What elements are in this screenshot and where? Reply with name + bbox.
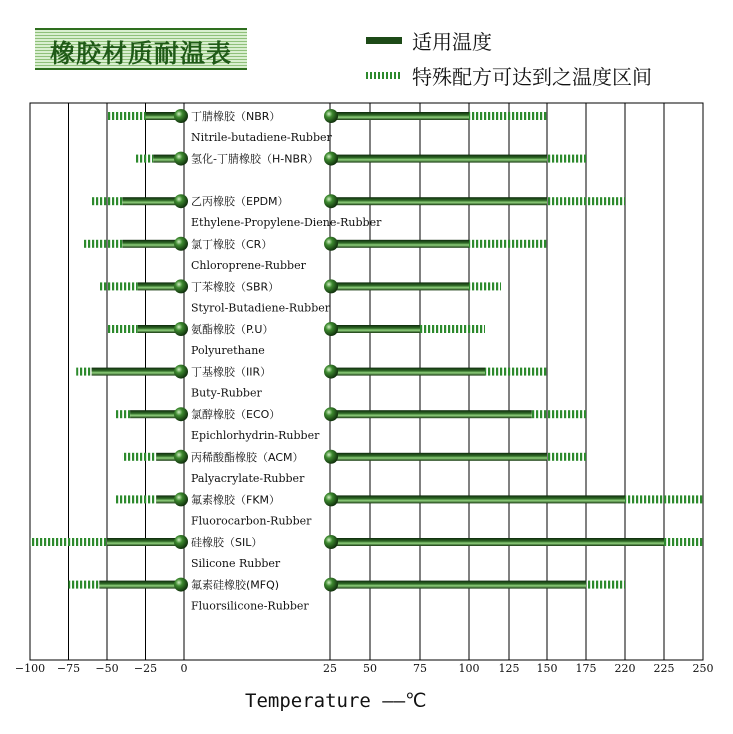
special-range-high xyxy=(532,410,586,418)
range-high-marker xyxy=(324,237,338,251)
range-start-marker xyxy=(174,279,188,293)
range-high-marker xyxy=(324,407,338,421)
normal-range-low xyxy=(99,581,181,589)
x-tick-label: 225 xyxy=(653,662,675,675)
range-start-marker xyxy=(174,450,188,464)
range-high-marker xyxy=(324,492,338,506)
special-range-high xyxy=(469,282,501,290)
material-label-en: Chloroprene-Rubber xyxy=(191,258,306,272)
material-row xyxy=(107,109,547,123)
material-label-cn: 氨酯橡胶（P.U） xyxy=(191,323,274,336)
range-high-marker xyxy=(324,279,338,293)
normal-range-high xyxy=(331,155,547,163)
normal-range-low xyxy=(92,368,181,376)
range-high-marker xyxy=(324,365,338,379)
range-start-marker xyxy=(174,237,188,251)
special-range-low xyxy=(107,112,146,120)
special-range-high xyxy=(469,112,547,120)
normal-range-low xyxy=(122,197,181,205)
special-range-high xyxy=(625,495,703,503)
normal-range-high xyxy=(331,112,469,120)
x-tick-label: 25 xyxy=(323,662,337,675)
range-start-marker xyxy=(174,578,188,592)
material-label-en: Buty-Rubber xyxy=(191,386,262,400)
material-label-cn: 氯醇橡胶（ECO） xyxy=(191,408,281,422)
x-tick-label: 75 xyxy=(413,662,427,675)
range-start-marker xyxy=(174,194,188,208)
range-start-marker xyxy=(174,152,188,166)
material-row xyxy=(84,237,547,251)
special-range-high xyxy=(547,155,586,163)
x-tick-label: −50 xyxy=(95,662,119,675)
plot-frame xyxy=(30,103,703,660)
range-high-marker xyxy=(324,152,338,166)
material-row xyxy=(69,578,626,592)
material-label-cn: 乙丙橡胶（EPDM） xyxy=(191,195,289,209)
x-tick-label: 100 xyxy=(458,662,480,675)
material-label-cn: 氯丁橡胶（CR） xyxy=(191,237,273,251)
normal-range-low xyxy=(122,240,181,248)
x-tick-label: 220 xyxy=(614,662,636,675)
material-label-cn: 硅橡胶（SIL） xyxy=(191,536,263,549)
x-tick-label: −100 xyxy=(14,662,46,675)
material-row xyxy=(92,194,625,208)
normal-range-low xyxy=(107,538,181,546)
material-label-en: Epichlorhydrin-Rubber xyxy=(191,429,320,443)
special-range-high xyxy=(469,240,547,248)
normal-range-high xyxy=(331,368,485,376)
normal-range-high xyxy=(331,495,625,503)
material-row xyxy=(107,322,485,336)
range-start-marker xyxy=(174,365,188,379)
range-high-marker xyxy=(324,109,338,123)
material-row xyxy=(115,407,586,421)
normal-range-high xyxy=(331,197,547,205)
x-tick-label: 250 xyxy=(692,662,714,675)
special-range-high xyxy=(586,581,625,589)
material-label-cn: 氟素橡胶（FKM） xyxy=(191,493,281,507)
material-label-cn: 氢化-丁腈橡胶（H-NBR） xyxy=(191,152,319,166)
special-range-high xyxy=(420,325,485,333)
material-label-cn: 氟素硅橡胶(MFQ) xyxy=(191,578,280,592)
normal-range-high xyxy=(331,282,469,290)
range-start-marker xyxy=(174,322,188,336)
special-range-low xyxy=(99,282,138,290)
special-range-high xyxy=(664,538,703,546)
special-range-high xyxy=(547,197,625,205)
x-axis-label: Temperature ——℃ xyxy=(245,690,427,712)
material-label-en: Fluorocarbon-Rubber xyxy=(191,514,312,528)
range-start-marker xyxy=(174,535,188,549)
range-high-marker xyxy=(324,322,338,336)
chart-title: 橡胶材质耐温表 xyxy=(49,39,232,68)
legend-label-normal: 适用温度 xyxy=(412,29,492,54)
special-range-low xyxy=(69,581,100,589)
material-label-cn: 丁基橡胶（IIR） xyxy=(191,365,272,379)
normal-range-high xyxy=(331,325,420,333)
range-start-marker xyxy=(174,109,188,123)
material-label-en: Ethylene-Propylene-Diene-Rubber xyxy=(191,216,382,230)
x-tick-label: −25 xyxy=(133,662,158,675)
material-label-cn: 丙稀酸酯橡胶（ACM） xyxy=(191,450,304,464)
special-range-low xyxy=(107,325,138,333)
range-start-marker xyxy=(174,407,188,421)
x-tick-label: 50 xyxy=(363,662,377,675)
special-range-low xyxy=(76,368,91,376)
material-label-en: Palyacrylate-Rubber xyxy=(191,471,305,485)
material-row xyxy=(30,535,703,549)
material-row xyxy=(76,365,547,379)
material-label-cn: 丁腈橡胶（NBR） xyxy=(191,110,281,123)
special-range-low xyxy=(115,495,157,503)
material-label-en: Styrol-Butadiene-Rubber xyxy=(191,301,331,315)
material-label-en: Silicone Rubber xyxy=(191,557,281,570)
x-tick-label: 0 xyxy=(180,662,188,675)
range-high-marker xyxy=(324,450,338,464)
range-high-marker xyxy=(324,194,338,208)
normal-range-high xyxy=(331,240,469,248)
special-range-low xyxy=(92,197,123,205)
material-label-en: Nitrile-butadiene-Rubber xyxy=(191,131,332,144)
range-high-marker xyxy=(324,535,338,549)
material-row xyxy=(99,279,501,293)
x-tick-label: 125 xyxy=(498,662,520,675)
special-range-low xyxy=(135,155,153,163)
special-range-low xyxy=(84,240,123,248)
normal-range-high xyxy=(331,538,664,546)
x-tick-label: 175 xyxy=(575,662,597,675)
special-range-high xyxy=(547,453,586,461)
material-label-en: Polyurethane xyxy=(191,344,265,357)
material-label-cn: 丁苯橡胶（SBR） xyxy=(191,280,280,294)
normal-range-high xyxy=(331,453,547,461)
normal-range-high xyxy=(331,581,586,589)
x-tick-label: −75 xyxy=(56,662,81,675)
special-range-low xyxy=(122,453,156,461)
normal-range-low xyxy=(130,410,181,418)
range-start-marker xyxy=(174,492,188,506)
special-range-high xyxy=(485,368,547,376)
special-range-low xyxy=(115,410,130,418)
range-high-marker xyxy=(324,578,338,592)
x-tick-label: 150 xyxy=(536,662,558,675)
material-label-en: Fluorsilicone-Rubber xyxy=(191,599,309,613)
special-range-low xyxy=(30,538,107,546)
normal-range-high xyxy=(331,410,532,418)
legend-label-special: 特殊配方可达到之温度区间 xyxy=(412,64,652,89)
